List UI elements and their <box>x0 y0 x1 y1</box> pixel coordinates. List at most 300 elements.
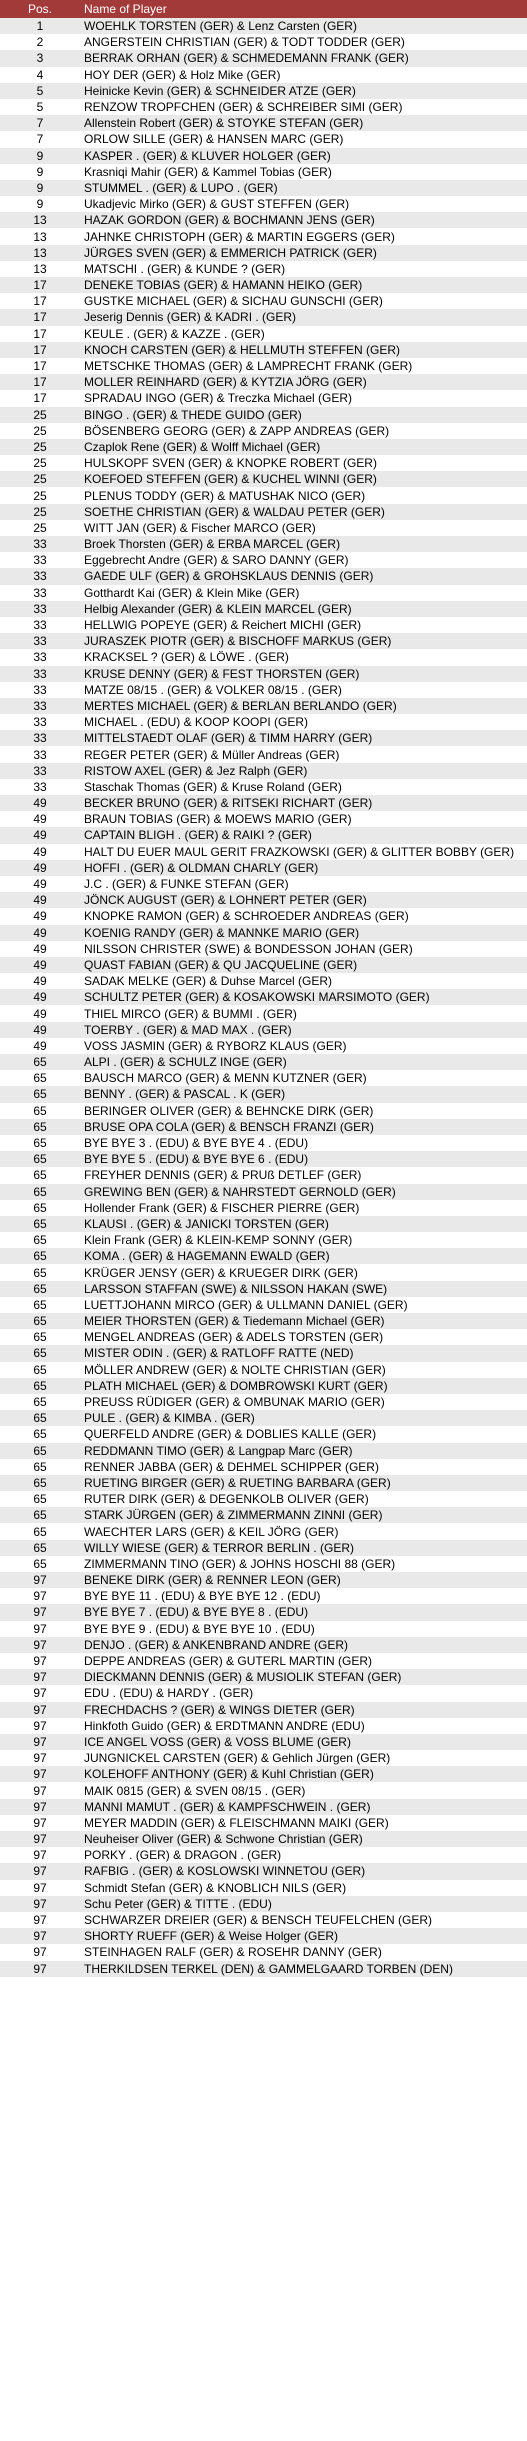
row-player-name: WAECHTER LARS (GER) & KEIL JÖRG (GER) <box>84 1524 339 1539</box>
table-row <box>0 1313 527 1329</box>
row-pos: 97 <box>33 1929 47 1944</box>
table-row <box>0 1669 527 1685</box>
row-pos: 49 <box>33 893 47 908</box>
row-pos: 33 <box>33 634 47 649</box>
table-row <box>0 1621 527 1637</box>
row-pos: 49 <box>33 796 47 811</box>
row-pos: 97 <box>33 1734 47 1749</box>
row-player-name: Klein Frank (GER) & KLEIN-KEMP SONNY (GER) <box>84 1233 353 1248</box>
row-player-name: STUMMEL . (GER) & LUPO . (GER) <box>84 180 278 195</box>
row-pos: 13 <box>33 213 47 228</box>
table-row <box>0 1572 527 1588</box>
row-player-name: CAPTAIN BLIGH . (GER) & RAIKI ? (GER) <box>84 828 312 843</box>
table-row <box>0 1815 527 1831</box>
row-player-name: ICE ANGEL VOSS (GER) & VOSS BLUME (GER) <box>84 1734 351 1749</box>
table-row <box>0 1054 527 1070</box>
row-player-name: JÜRGES SVEN (GER) & EMMERICH PATRICK (GER) <box>84 245 377 260</box>
row-pos: 97 <box>33 1670 47 1685</box>
row-player-name: PORKY . (GER) & DRAGON . (GER) <box>84 1848 282 1863</box>
table-row <box>0 730 527 746</box>
table-row <box>0 714 527 730</box>
row-pos: 33 <box>33 763 47 778</box>
row-pos: 25 <box>33 456 47 471</box>
row-pos: 49 <box>33 1022 47 1037</box>
row-player-name: MICHAEL . (EDU) & KOOP KOOPI (GER) <box>84 715 309 730</box>
table-row <box>0 261 527 277</box>
row-pos: 17 <box>33 294 47 309</box>
row-pos: 65 <box>33 1216 47 1231</box>
row-player-name: PULE . (GER) & KIMBA . (GER) <box>84 1411 255 1426</box>
row-pos: 65 <box>33 1103 47 1118</box>
table-row <box>0 1345 527 1361</box>
table-row <box>0 1507 527 1523</box>
table-row <box>0 1281 527 1297</box>
row-pos: 49 <box>33 974 47 989</box>
row-player-name: RUTER DIRK (GER) & DEGENKOLB OLIVER (GER) <box>84 1492 369 1507</box>
row-player-name: BAUSCH MARCO (GER) & MENN KUTZNER (GER) <box>84 1071 367 1086</box>
row-player-name: THIEL MIRCO (GER) & BUMMI . (GER) <box>84 1006 297 1021</box>
row-pos: 65 <box>33 1427 47 1442</box>
table-row <box>0 455 527 471</box>
row-pos: 2 <box>36 35 44 50</box>
table-row <box>0 1491 527 1507</box>
row-pos: 33 <box>33 666 47 681</box>
table-row <box>0 358 527 374</box>
row-player-name: BENEKE DIRK (GER) & RENNER LEON (GER) <box>84 1573 341 1588</box>
row-pos: 17 <box>33 310 47 325</box>
row-player-name: TOERBY . (GER) & MAD MAX . (GER) <box>84 1022 292 1037</box>
row-pos: 97 <box>33 1880 47 1895</box>
table-row <box>0 196 527 212</box>
row-player-name: BERINGER OLIVER (GER) & BEHNCKE DIRK (GER) <box>84 1103 374 1118</box>
table-row <box>0 423 527 439</box>
table-row <box>0 131 527 147</box>
row-player-name: Broek Thorsten (GER) & ERBA MARCEL (GER) <box>84 537 341 552</box>
row-player-name: KASPER . (GER) & KLUVER HOLGER (GER) <box>84 148 331 163</box>
row-player-name: BENNY . (GER) & PASCAL . K (GER) <box>84 1087 286 1102</box>
table-row <box>0 1556 527 1572</box>
row-player-name: VOSS JASMIN (GER) & RYBORZ KLAUS (GER) <box>84 1038 347 1053</box>
row-player-name: J.C . (GER) & FUNKE STEFAN (GER) <box>84 877 289 892</box>
table-row <box>0 1702 527 1718</box>
row-player-name: WITT JAN (GER) & Fischer MARCO (GER) <box>84 520 316 535</box>
row-pos: 97 <box>33 1848 47 1863</box>
row-player-name: MISTER ODIN . (GER) & RATLOFF RATTE (NED) <box>84 1346 354 1361</box>
table-row <box>0 1119 527 1135</box>
row-player-name: Neuheiser Oliver (GER) & Schwone Christian (GER) <box>84 1832 363 1847</box>
row-pos: 9 <box>36 197 44 212</box>
row-pos: 97 <box>33 1573 47 1588</box>
row-player-name: NILSSON CHRISTER (SWE) & BONDESSON JOHAN (GER) <box>84 941 413 956</box>
row-pos: 65 <box>33 1362 47 1377</box>
table-row <box>0 1831 527 1847</box>
table-row <box>0 1847 527 1863</box>
table-row <box>0 1880 527 1896</box>
row-player-name: GUSTKE MICHAEL (GER) & SICHAU GUNSCHI (GER) <box>84 294 383 309</box>
table-row <box>0 973 527 989</box>
row-pos: 97 <box>33 1864 47 1879</box>
table-row <box>0 1086 527 1102</box>
row-pos: 17 <box>33 359 47 374</box>
row-pos: 65 <box>33 1314 47 1329</box>
row-pos: 33 <box>33 715 47 730</box>
row-pos: 33 <box>33 682 47 697</box>
row-player-name: Ukadjevic Mirko (GER) & GUST STEFFEN (GER) <box>84 197 350 212</box>
row-pos: 65 <box>33 1087 47 1102</box>
row-player-name: BRAUN TOBIAS (GER) & MOEWS MARIO (GER) <box>84 812 352 827</box>
row-player-name: Eggebrecht Andre (GER) & SARO DANNY (GER) <box>84 553 349 568</box>
row-player-name: JAHNKE CHRISTOPH (GER) & MARTIN EGGERS (GER) <box>84 229 395 244</box>
row-pos: 17 <box>33 375 47 390</box>
table-row <box>0 698 527 714</box>
table-row <box>0 1475 527 1491</box>
row-player-name: SHORTY RUEFF (GER) & Weise Holger (GER) <box>84 1929 339 1944</box>
row-pos: 17 <box>33 342 47 357</box>
row-player-name: BYE BYE 9 . (EDU) & BYE BYE 10 . (EDU) <box>84 1621 315 1636</box>
row-player-name: HULSKOPF SVEN (GER) & KNOPKE ROBERT (GER) <box>84 456 377 471</box>
row-player-name: DENEKE TOBIAS (GER) & HAMANN HEIKO (GER) <box>84 278 363 293</box>
header-name: Name of Player <box>84 2 167 16</box>
row-player-name: PLENUS TODDY (GER) & MATUSHAK NICO (GER) <box>84 488 366 503</box>
table-row <box>0 1264 527 1280</box>
table-row <box>0 504 527 520</box>
table-row <box>0 228 527 244</box>
table-row <box>0 1038 527 1054</box>
row-player-name: KNOCH CARSTEN (GER) & HELLMUTH STEFFEN (GER) <box>84 342 401 357</box>
row-pos: 1 <box>36 19 44 34</box>
table-row <box>0 1167 527 1183</box>
row-pos: 97 <box>33 1815 47 1830</box>
row-player-name: HELLWIG POPEYE (GER) & Reichert MICHI (GER) <box>84 618 362 633</box>
row-player-name: RENNER JABBA (GER) & DEHMEL SCHIPPER (GER) <box>84 1459 379 1474</box>
row-pos: 97 <box>33 1913 47 1928</box>
table-row <box>0 164 527 180</box>
row-player-name: MOLLER REINHARD (GER) & KYTZIA JÖRG (GER) <box>84 375 367 390</box>
table-row <box>0 148 527 164</box>
table-row <box>0 617 527 633</box>
table-row <box>0 1912 527 1928</box>
row-pos: 33 <box>33 537 47 552</box>
table-row <box>0 374 527 390</box>
row-pos: 97 <box>33 1799 47 1814</box>
row-player-name: Hinkfoth Guido (GER) & ERDTMANN ANDRE (EDU) <box>84 1718 365 1733</box>
table-row <box>0 1782 527 1798</box>
table-row <box>0 1928 527 1944</box>
row-player-name: LUETTJOHANN MIRCO (GER) & ULLMANN DANIEL (GER) <box>84 1297 408 1312</box>
row-player-name: MEYER MADDIN (GER) & FLEISCHMANN MAIKI (GER) <box>84 1815 389 1830</box>
row-player-name: QUAST FABIAN (GER) & QU JACQUELINE (GER) <box>84 957 358 972</box>
table-row <box>0 1135 527 1151</box>
table-row <box>0 1459 527 1475</box>
table-row <box>0 1604 527 1620</box>
row-pos: 65 <box>33 1265 47 1280</box>
table-row <box>0 552 527 568</box>
table-row <box>0 1766 527 1782</box>
row-pos: 25 <box>33 472 47 487</box>
row-pos: 33 <box>33 553 47 568</box>
row-player-name: Jeserig Dennis (GER) & KADRI . (GER) <box>84 310 297 325</box>
table-row <box>0 34 527 50</box>
table-row <box>0 957 527 973</box>
row-pos: 97 <box>33 1654 47 1669</box>
row-player-name: KOEFOED STEFFEN (GER) & KUCHEL WINNI (GER) <box>84 472 377 487</box>
table-header <box>0 0 527 18</box>
row-pos: 65 <box>33 1233 47 1248</box>
row-pos: 65 <box>33 1411 47 1426</box>
row-pos: 49 <box>33 957 47 972</box>
row-pos: 17 <box>33 278 47 293</box>
table-row <box>0 99 527 115</box>
table-row <box>0 245 527 261</box>
table-row <box>0 1718 527 1734</box>
row-pos: 97 <box>33 1961 47 1976</box>
table-row <box>0 1005 527 1021</box>
table-row <box>0 1588 527 1604</box>
row-pos: 25 <box>33 439 47 454</box>
row-pos: 49 <box>33 877 47 892</box>
row-player-name: KRUSE DENNY (GER) & FEST THORSTEN (GER) <box>84 666 360 681</box>
row-pos: 97 <box>33 1686 47 1701</box>
row-pos: 65 <box>33 1200 47 1215</box>
row-player-name: RISTOW AXEL (GER) & Jez Ralph (GER) <box>84 763 308 778</box>
row-player-name: MANNI MAMUT . (GER) & KAMPFSCHWEIN . (GER) <box>84 1799 371 1814</box>
table-row <box>0 746 527 762</box>
table-row <box>0 585 527 601</box>
table-row <box>0 908 527 924</box>
row-player-name: MENGEL ANDREAS (GER) & ADELS TORSTEN (GER) <box>84 1330 384 1345</box>
table-row <box>0 212 527 228</box>
table-row <box>0 1216 527 1232</box>
table-row <box>0 83 527 99</box>
row-pos: 97 <box>33 1783 47 1798</box>
row-pos: 65 <box>33 1508 47 1523</box>
table-row <box>0 67 527 83</box>
row-player-name: REDDMANN TIMO (GER) & Langpap Marc (GER) <box>84 1443 353 1458</box>
row-pos: 65 <box>33 1443 47 1458</box>
row-player-name: MATSCHI . (GER) & KUNDE ? (GER) <box>84 261 286 276</box>
row-player-name: HALT DU EUER MAUL GERIT FRAZKOWSKI (GER) & GLITTER BOBBY (GER) <box>84 844 515 859</box>
row-pos: 97 <box>33 1718 47 1733</box>
table-row <box>0 1248 527 1264</box>
table-row <box>0 1070 527 1086</box>
row-player-name: JUNGNICKEL CARSTEN (GER) & Gehlich Jürgen (GER) <box>84 1751 391 1766</box>
row-pos: 33 <box>33 779 47 794</box>
row-player-name: KRÜGER JENSY (GER) & KRUEGER DIRK (GER) <box>84 1265 358 1280</box>
table-row <box>0 1151 527 1167</box>
row-player-name: Staschak Thomas (GER) & Kruse Roland (GER) <box>84 779 342 794</box>
row-player-name: Schmidt Stefan (GER) & KNOBLICH NILS (GER) <box>84 1880 347 1895</box>
row-pos: 33 <box>33 569 47 584</box>
row-pos: 13 <box>33 245 47 260</box>
row-player-name: Gotthardt Kai (GER) & Klein Mike (GER) <box>84 585 300 600</box>
row-pos: 33 <box>33 650 47 665</box>
row-player-name: HAZAK GORDON (GER) & BOCHMANN JENS (GER) <box>84 213 375 228</box>
row-player-name: METSCHKE THOMAS (GER) & LAMPRECHT FRANK (GER) <box>84 359 413 374</box>
table-row <box>0 1443 527 1459</box>
row-pos: 49 <box>33 941 47 956</box>
row-player-name: DENJO . (GER) & ANKENBRAND ANDRE (GER) <box>84 1637 349 1652</box>
row-player-name: KOMA . (GER) & HAGEMANN EWALD (GER) <box>84 1249 330 1264</box>
row-pos: 13 <box>33 229 47 244</box>
row-pos: 65 <box>33 1119 47 1134</box>
row-pos: 97 <box>33 1637 47 1652</box>
table-row <box>0 1394 527 1410</box>
row-player-name: FRECHDACHS ? (GER) & WINGS DIETER (GER) <box>84 1702 355 1717</box>
table-row <box>0 827 527 843</box>
row-pos: 65 <box>33 1475 47 1490</box>
row-pos: 65 <box>33 1281 47 1296</box>
row-player-name: Allenstein Robert (GER) & STOYKE STEFAN (GER) <box>84 116 364 131</box>
row-pos: 3 <box>36 51 44 66</box>
table-row <box>0 925 527 941</box>
row-player-name: MEIER THORSTEN (GER) & Tiedemann Michael (GER) <box>84 1314 385 1329</box>
row-player-name: DEPPE ANDREAS (GER) & GUTERL MARTIN (GER) <box>84 1654 373 1669</box>
table-row <box>0 536 527 552</box>
row-player-name: RAFBIG . (GER) & KOSLOWSKI WINNETOU (GER) <box>84 1864 366 1879</box>
row-player-name: LARSSON STAFFAN (SWE) & NILSSON HAKAN (SWE) <box>84 1281 388 1296</box>
row-pos: 17 <box>33 326 47 341</box>
row-player-name: RUETING BIRGER (GER) & RUETING BARBARA (GER) <box>84 1475 391 1490</box>
table-row <box>0 277 527 293</box>
table-row <box>0 860 527 876</box>
row-pos: 9 <box>36 164 44 179</box>
row-player-name: BYE BYE 7 . (EDU) & BYE BYE 8 . (EDU) <box>84 1605 309 1620</box>
row-player-name: GREWING BEN (GER) & NAHRSTEDT GERNOLD (GER) <box>84 1184 396 1199</box>
row-player-name: SOETHE CHRISTIAN (GER) & WALDAU PETER (GER) <box>84 504 385 519</box>
row-pos: 65 <box>33 1540 47 1555</box>
row-player-name: BRUSE OPA COLA (GER) & BENSCH FRANZI (GER) <box>84 1119 374 1134</box>
row-pos: 33 <box>33 747 47 762</box>
row-player-name: JURASZEK PIOTR (GER) & BISCHOFF MARKUS (GER) <box>84 634 392 649</box>
row-pos: 9 <box>36 148 44 163</box>
row-pos: 25 <box>33 407 47 422</box>
row-pos: 49 <box>33 1038 47 1053</box>
table-row <box>0 649 527 665</box>
row-player-name: DIECKMANN DENNIS (GER) & MUSIOLIK STEFAN (GER) <box>84 1670 402 1685</box>
row-pos: 65 <box>33 1249 47 1264</box>
row-pos: 97 <box>33 1621 47 1636</box>
row-player-name: BERRAK ORHAN (GER) & SCHMEDEMANN FRANK (GER) <box>84 51 409 66</box>
row-pos: 65 <box>33 1346 47 1361</box>
row-player-name: Heinicke Kevin (GER) & SCHNEIDER ATZE (GER) <box>84 83 356 98</box>
table-row <box>0 1637 527 1653</box>
table-row <box>0 811 527 827</box>
row-player-name: ZIMMERMANN TINO (GER) & JOHNS HOSCHI 88 (GER) <box>84 1556 396 1571</box>
row-player-name: HOFFI . (GER) & OLDMAN CHARLY (GER) <box>84 860 319 875</box>
row-pos: 97 <box>33 1945 47 1960</box>
table-row <box>0 892 527 908</box>
row-player-name: Czaplok Rene (GER) & Wolff Michael (GER) <box>84 439 321 454</box>
table-row <box>0 1523 527 1539</box>
row-player-name: JÖNCK AUGUST (GER) & LOHNERT PETER (GER) <box>84 893 367 908</box>
row-pos: 65 <box>33 1055 47 1070</box>
table-row <box>0 50 527 66</box>
row-pos: 25 <box>33 488 47 503</box>
table-row <box>0 1426 527 1442</box>
table-row <box>0 180 527 196</box>
table-row <box>0 601 527 617</box>
row-player-name: THERKILDSEN TERKEL (DEN) & GAMMELGAARD TORBEN (DEN) <box>84 1961 453 1976</box>
row-pos: 25 <box>33 520 47 535</box>
row-player-name: BINGO . (GER) & THEDE GUIDO (GER) <box>84 407 302 422</box>
row-player-name: MERTES MICHAEL (GER) & BERLAN BERLANDO (GER) <box>84 698 397 713</box>
row-player-name: QUERFELD ANDRE (GER) & DOBLIES KALLE (GER) <box>84 1427 377 1442</box>
table-row <box>0 795 527 811</box>
table-row <box>0 1799 527 1815</box>
table-row <box>0 1378 527 1394</box>
table-row <box>0 1685 527 1701</box>
row-pos: 65 <box>33 1556 47 1571</box>
table-row <box>0 487 527 503</box>
table-row <box>0 989 527 1005</box>
row-player-name: SCHWARZER DREIER (GER) & BENSCH TEUFELCHEN (GER) <box>84 1913 433 1928</box>
row-player-name: BYE BYE 3 . (EDU) & BYE BYE 4 . (EDU) <box>84 1136 309 1151</box>
table-row <box>0 1750 527 1766</box>
row-player-name: KLAUSI . (GER) & JANICKI TORSTEN (GER) <box>84 1216 329 1231</box>
row-player-name: MITTELSTAEDT OLAF (GER) & TIMM HARRY (GER) <box>84 731 373 746</box>
row-player-name: SADAK MELKE (GER) & Duhse Marcel (GER) <box>84 974 333 989</box>
row-pos: 25 <box>33 423 47 438</box>
row-pos: 65 <box>33 1071 47 1086</box>
row-pos: 49 <box>33 990 47 1005</box>
row-player-name: RENZOW TROPFCHEN (GER) & SCHREIBER SIMI (GER) <box>84 100 403 115</box>
table-row <box>0 633 527 649</box>
table-row <box>0 666 527 682</box>
table-row <box>0 1961 527 1977</box>
row-pos: 97 <box>33 1767 47 1782</box>
row-player-name: KRACKSEL ? (GER) & LÖWE . (GER) <box>84 650 289 665</box>
row-player-name: Hollender Frank (GER) & FISCHER PIERRE (GER) <box>84 1200 360 1215</box>
table-row <box>0 844 527 860</box>
row-pos: 33 <box>33 585 47 600</box>
table-row <box>0 309 527 325</box>
row-player-name: WILLY WIESE (GER) & TERROR BERLIN . (GER) <box>84 1540 355 1555</box>
row-pos: 7 <box>36 116 44 131</box>
row-player-name: Krasniqi Mahir (GER) & Kammel Tobias (GER) <box>84 164 332 179</box>
table-row <box>0 407 527 423</box>
row-player-name: STARK JÜRGEN (GER) & ZIMMERMANN ZINNI (GER) <box>84 1508 383 1523</box>
row-pos: 65 <box>33 1459 47 1474</box>
row-pos: 17 <box>33 391 47 406</box>
row-player-name: PREUSS RÜDIGER (GER) & OMBUNAK MARIO (GER) <box>84 1395 385 1410</box>
table-row <box>0 1200 527 1216</box>
table-body <box>0 18 527 1977</box>
row-player-name: MATZE 08/15 . (GER) & VOLKER 08/15 . (GER) <box>84 682 342 697</box>
row-pos: 9 <box>36 180 44 195</box>
table-row <box>0 1329 527 1345</box>
table-row <box>0 1232 527 1248</box>
row-pos: 65 <box>33 1378 47 1393</box>
row-pos: 65 <box>33 1152 47 1167</box>
table-row <box>0 876 527 892</box>
table-row <box>0 941 527 957</box>
row-player-name: BYE BYE 11 . (EDU) & BYE BYE 12 . (EDU) <box>84 1589 321 1604</box>
row-pos: 49 <box>33 812 47 827</box>
row-pos: 97 <box>33 1751 47 1766</box>
row-player-name: KNOPKE RAMON (GER) & SCHROEDER ANDREAS (GER) <box>84 909 409 924</box>
row-pos: 49 <box>33 828 47 843</box>
row-player-name: SCHULTZ PETER (GER) & KOSAKOWSKI MARSIMOTO (GER) <box>84 990 430 1005</box>
table-row <box>0 1410 527 1426</box>
row-player-name: BECKER BRUNO (GER) & RITSEKI RICHART (GER) <box>84 796 373 811</box>
table-row <box>0 1297 527 1313</box>
header-pos: Pos. <box>27 2 52 16</box>
row-player-name: EDU . (EDU) & HARDY . (GER) <box>84 1686 254 1701</box>
row-pos: 49 <box>33 1006 47 1021</box>
table-row <box>0 1103 527 1119</box>
row-player-name: BYE BYE 5 . (EDU) & BYE BYE 6 . (EDU) <box>84 1152 309 1167</box>
row-player-name: MAIK 0815 (GER) & SVEN 08/15 . (GER) <box>84 1783 306 1798</box>
